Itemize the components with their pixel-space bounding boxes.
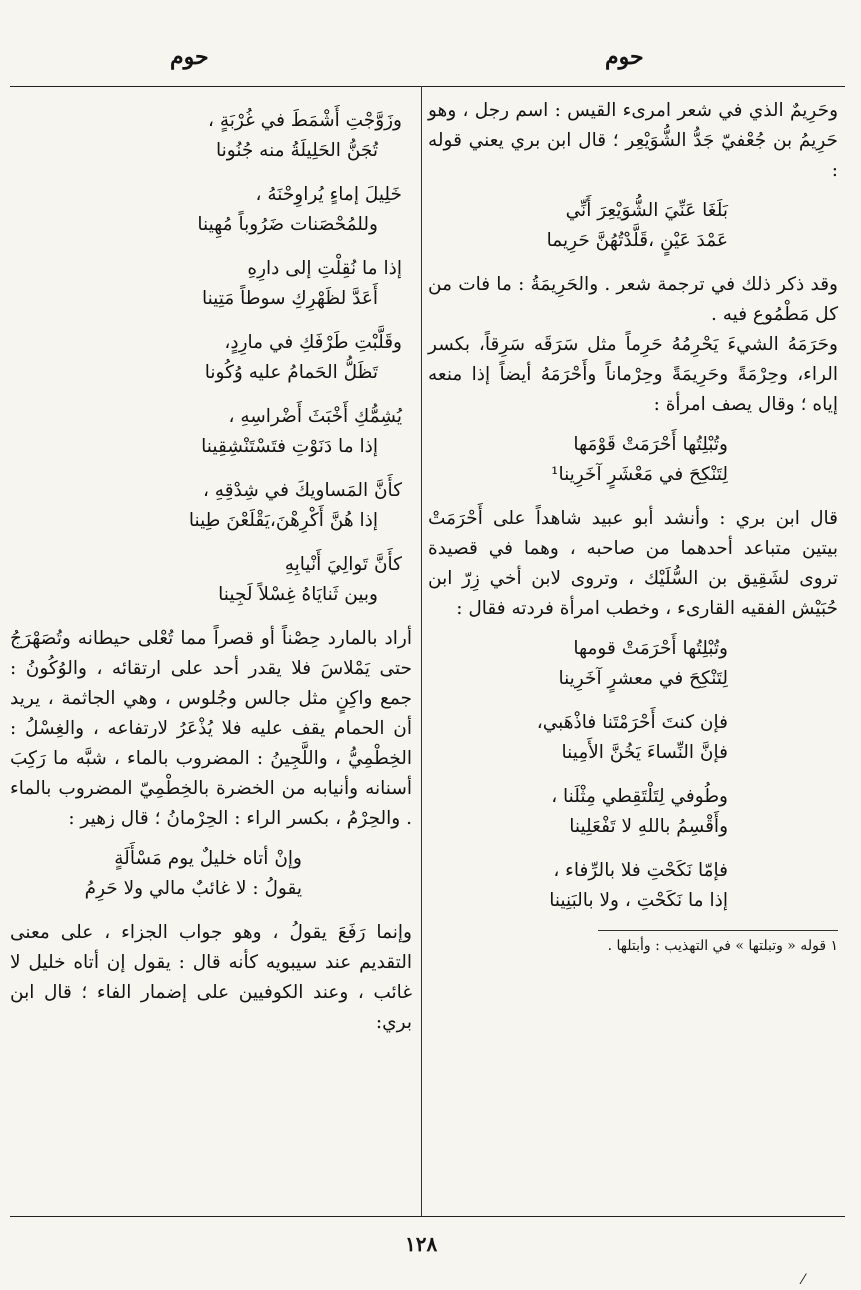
verse-line: وللمُحْصَنات ضَرُوباً مُهِينا (197, 214, 378, 235)
paragraph: وإنما رَفَعَ يقولُ ، وهو جواب الجزاء ، على معنى التقديم عند سيبويه كأنه قال : يقول إن أتاه خليل لا غائب ، وعند الكوفيين على إضمار الفاء ؛ قال ابن بري: (10, 922, 412, 1033)
verse-line: وتُبْلِتُها أَحْرَمَتْ قَوْمَها (573, 434, 728, 455)
verse-line: عَمْدَ عَيْنٍ ،قَلَّدْتُهُنَّ حَرِيما (546, 230, 728, 251)
verse-line: فإمّا نَكَحْتِ فلا بالرِّفاء ، (553, 860, 728, 881)
verse-line: كأَنَّ تَوالِيَ أَنْيابِهِ (284, 554, 402, 575)
paragraph: قال ابن بري : وأنشد أبو عبيد شاهداً على أَحْرَمَتْ بيتين متباعد أحدهما من صاحبه ، وهما في قصيدة تروى لشَقِيق بن السُّلَيْك ، وتروى لابن أخي زِرّ ابن حُبَيْش الفقيه القارىء ، وخطب امرأة فردته فقال : (428, 508, 838, 619)
verse (428, 782, 838, 842)
top-rule (10, 86, 845, 87)
verse-line: تُجَنُّ الحَلِيلَةُ منه جُنُونا (215, 140, 378, 161)
verse-line: إذا ما نُقِلْتِ إلى دارِهِ (247, 258, 402, 279)
verse-line: وطُوفي لِتَلْتَقِطي مِثْلَنا ، (551, 786, 728, 807)
verse (10, 402, 412, 462)
verse (10, 550, 412, 610)
corner-mark: ⁄ (802, 1272, 805, 1288)
verse-line: يُشِمُّكِ أَخْبَثَ أَضْراسِهِ ، (228, 406, 402, 427)
bottom-rule (10, 1216, 845, 1217)
verse-line: أَعَدَّ لظَهْرِكِ سوطاً مَتِينا (201, 288, 378, 309)
verse-line: وتُبْلِتُها أَحْرَمَتْ قومها (573, 638, 728, 659)
header-word-right: حوم (605, 44, 644, 70)
paragraph: أراد بالمارد حِصْناً أو قصراً مما تُعْلى حيطانه وتُصَهْرَجُ حتى يَمْلاسَ فلا يقدر أحد على ارتقائه ، والوُكُونُ : جمع واكِنٍ مثل جالس وجُلوس ، وهي الجاثمة ، يريد أن الحمام يقف عليه فلا يُذْعَرُ لارتفاعه ، والغِسْلُ : الخِطْمِيُّ ، واللَّجِينُ : المضروب بالماء ، شبَّه ما رَكِبَ أسنانه وأنيابه من الخضرة بالخِطْمِيّ المضروب بالماء . والحِرْمُ ، بكسر الراء : الحِرْمانُ ؛ قال زهير : (10, 628, 412, 829)
verse-line: فإن كنتَ أَحْرَمْتَنا فاذْهَبي، (536, 712, 728, 733)
verse (10, 254, 412, 314)
verse-line: يقولُ : لا غائبٌ مالي ولا حَرِمُ (84, 878, 302, 899)
verse-line: وبين ثَنايَاهُ غِسْلاً لَجِينا (218, 584, 378, 605)
verse (10, 106, 412, 166)
verse-line: خَلِيلَ إماءٍ يُراوِحْنَهُ ، (255, 184, 402, 205)
page-number: ١٢٨ (405, 1232, 438, 1256)
verse (428, 196, 838, 256)
paragraph: وقد ذكر ذلك في ترجمة شعر . والحَرِيمَةُ : ما فات من كل مَطْمُوع فيه . (428, 274, 838, 325)
header-word-left: حوم (170, 44, 209, 70)
verse (428, 708, 838, 768)
verse-line: بَلَغَا عَنِّيَ الشُّوَيْعِرَ أَنِّي (565, 200, 728, 221)
verse (10, 844, 412, 904)
verse-line: وإنْ أتاه خليلٌ يوم مَسْأَلَةٍ (114, 848, 302, 869)
footnote: ١ قوله « وتبلتها » في التهذيب : وأبتلها . (607, 938, 838, 954)
verse-line: وزَوَّجْتِ أَشْمَطَ في غُرْبَةٍ ، (207, 110, 402, 131)
verse-line: تَظَلُّ الحَمامُ عليه وُكُونا (204, 362, 378, 383)
verse (10, 180, 412, 240)
verse (428, 430, 838, 490)
verse (428, 856, 838, 916)
footnote-rule (598, 930, 838, 931)
verse-line: إذا ما نَكَحْتِ ، ولا بالبَنِينا (549, 890, 728, 911)
running-header (0, 38, 861, 78)
verse-line: لِتَنْكِحَ في مَعْشَرٍ آخَرِينا¹ (551, 464, 728, 485)
column-divider (421, 86, 422, 1216)
paragraph: وحَرَمَهُ الشيءَ يَحْرِمُهُ حَرِماً مثل سَرَقَه سَرِقاً، بكسر الراء، وحِرْمَةً وحَرِيمَةً وحِرْماناً وأَحْرَمَهُ أيضاً إذا منعه إياه ؛ وقال يصف امرأة : (428, 334, 838, 415)
verse-line: لِتَنْكِحَ في معشرٍ آخَرِينا (558, 668, 728, 689)
verse (428, 634, 838, 694)
paragraph: وحَرِيمٌ الذي في شعر امرىء القيس : اسم رجل ، وهو حَرِيمُ بن جُعْفيّ جَدُّ الشُّوَيْعِر ؛ قال ابن بري يعني قوله : (428, 100, 838, 181)
verse (10, 476, 412, 536)
verse (10, 328, 412, 388)
verse-line: فإنَّ النِّساءَ يَخُنَّ الأَمِينا (561, 742, 728, 763)
right-column (428, 96, 838, 957)
left-column (10, 96, 412, 1038)
verse-line: إذا هُنَّ أَكْرِهْنَ،يَقْلَعْنَ طِينا (188, 510, 378, 531)
verse-line: كأَنَّ المَساويكَ في شِدْقِهِ ، (202, 480, 402, 501)
verse-line: إذا ما دَنَوْتِ فتَسْتَنْشِقِينا (201, 436, 378, 457)
verse-line: وقَلَّبْتِ طَرْفَكِ في مارِدٍ، (224, 332, 402, 353)
verse-line: وأَقْسِمُ باللهِ لا تَفْعَلِينا (569, 816, 728, 837)
